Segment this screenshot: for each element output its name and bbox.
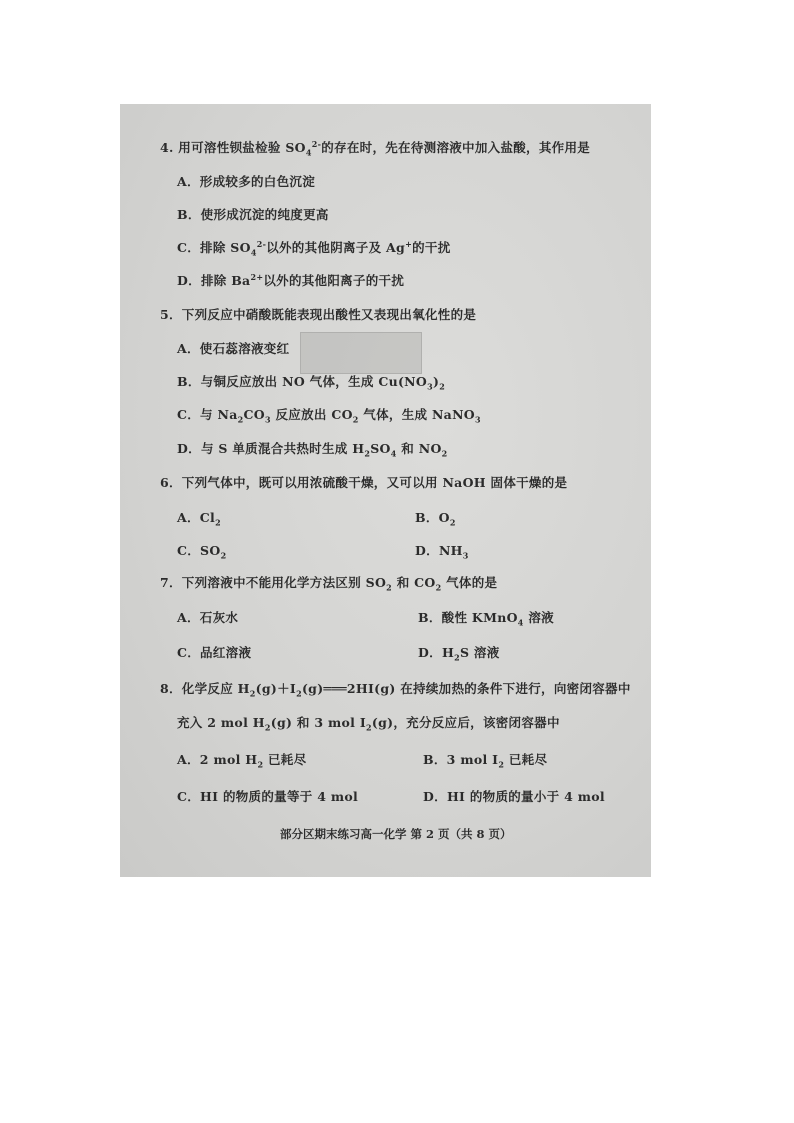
question-6-stem: 6．下列气体中，既可以用浓硫酸干燥，又可以用 NaOH 固体干燥的是 xyxy=(160,475,568,490)
bleed-through-image xyxy=(300,332,422,374)
question-7-option-b: B．酸性 KMnO$_4$ 溶液 xyxy=(418,610,554,628)
question-8-stem-line-1: 8．化学反应 $H_2(g)+I_2(g)═══2HI(g)$ 在持续加热的条件下进行，向密闭容器中 xyxy=(160,681,631,699)
question-7-option-d: D．$H_2S$ 溶液 xyxy=(418,645,500,663)
question-6-option-c: C．$SO_2$ xyxy=(177,543,227,561)
question-4-option-a: A．形成较多的白色沉淀 xyxy=(177,174,315,189)
scanned-page xyxy=(120,104,651,877)
question-6-option-d: D．$NH_3$ xyxy=(415,543,469,561)
question-6-option-b: B．$O_2$ xyxy=(415,510,456,528)
question-7-option-a: A．石灰水 xyxy=(177,610,239,625)
question-8-option-c: C．HI 的物质的量等于 4 mol xyxy=(177,789,359,804)
question-8-option-d: D．HI 的物质的量小于 4 mol xyxy=(423,789,605,804)
page-footer: 部分区期末练习高一化学 第 2 页（共 8 页） xyxy=(280,827,512,841)
question-4-option-c: C．排除 $SO_4^{2-}$以外的其他阴离子及 Ag+的干扰 xyxy=(177,238,451,258)
question-4-option-b: B．使形成沉淀的纯度更高 xyxy=(177,207,329,222)
question-8-option-a: A．2 mol $H_2$ 已耗尽 xyxy=(177,752,307,770)
question-8-option-b: B．3 mol $I_2$ 已耗尽 xyxy=(423,752,548,770)
question-5-stem: 5．下列反应中硝酸既能表现出酸性又表现出氧化性的是 xyxy=(160,307,477,322)
question-5-option-a: A．使石蕊溶液变红 xyxy=(177,341,290,356)
question-5-option-d: D．与 S 单质混合共热时生成 $H_2SO_4$ 和 $NO_2$ xyxy=(177,441,448,459)
question-4-stem: 4. 用可溶性钡盐检验 $SO_4^{2-}$的存在时，先在待测溶液中加入盐酸，其作用是 xyxy=(160,138,591,158)
question-7-option-c: C．品红溶液 xyxy=(177,645,252,660)
question-5-option-b: B．与铜反应放出 NO 气体，生成 $Cu(NO_3)_2$ xyxy=(177,374,446,392)
question-7-stem: 7．下列溶液中不能用化学方法区别 $SO_2$ 和 $CO_2$ 气体的是 xyxy=(160,575,498,593)
question-8-stem-line-2: 充入 2 mol $H_2(g)$ 和 3 mol $I_2(g)$，充分反应后，该密闭容器中 xyxy=(177,715,560,733)
question-4-option-d: D．排除 $Ba^{2+}$以外的其他阳离子的干扰 xyxy=(177,271,405,288)
question-6-option-a: A．$Cl_2$ xyxy=(177,510,221,528)
question-5-option-c: C．与 $Na_2CO_3$ 反应放出 $CO_2$ 气体，生成 NaNO$_3$ xyxy=(177,407,481,425)
